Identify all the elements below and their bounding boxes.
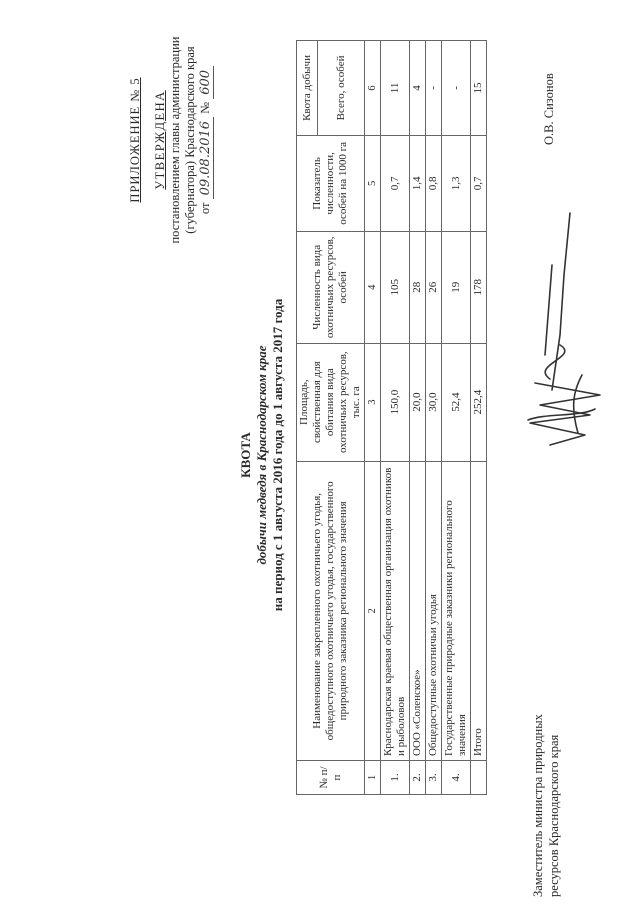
index-cell: 3 — [365, 343, 381, 461]
table-total-row — [471, 41, 487, 795]
cell-density: 0,8 — [426, 135, 442, 231]
cell-count: 105 — [381, 231, 410, 343]
handwritten-signature — [490, 175, 630, 475]
quota-table — [296, 40, 487, 795]
cell-no — [471, 761, 487, 795]
approval-block — [128, 15, 214, 265]
number-prefix: № — [198, 101, 212, 114]
cell-count: 26 — [426, 231, 442, 343]
table-index-row — [365, 41, 381, 795]
index-cell: 4 — [365, 231, 381, 343]
cell-quota: 15 — [471, 41, 487, 136]
cell-name: Краснодарская краевая общественная организация охотников и рыболовов — [381, 461, 410, 760]
cell-area: 52,4 — [442, 343, 471, 461]
approval-date-row — [198, 15, 214, 265]
table-row — [381, 41, 410, 795]
cell-quota: - — [442, 41, 471, 136]
cell-area: 30,0 — [426, 343, 442, 461]
header-quota-total: Всего, особей — [318, 41, 365, 136]
cell-name: ООО «Соленское» — [410, 461, 426, 760]
appendix-label: ПРИЛОЖЕНИЕ № 5 — [128, 77, 142, 203]
title-line-1: КВОТА — [238, 432, 253, 478]
header-count: Численность вида охотничьих ресурсов, особей — [297, 231, 365, 343]
cell-area: 20,0 — [410, 343, 426, 461]
cell-area: 150,0 — [381, 343, 410, 461]
title-line-3: на период с 1 августа 2016 года до 1 августа 2017 года — [270, 298, 285, 612]
approved-label: УТВЕРЖДЕНА — [153, 90, 167, 190]
title-line-2: добычи медведя в Краснодарском крае — [254, 345, 269, 565]
approval-line-1: постановлением главы администрации — [168, 36, 182, 244]
cell-count: 178 — [471, 231, 487, 343]
handwritten-date: 09.08.2016 — [198, 117, 214, 199]
header-density: Показатель численности, особей на 1000 га — [297, 135, 365, 231]
cell-name: Общедоступные охотничьи угодья — [426, 461, 442, 760]
cell-no: 3. — [426, 761, 442, 795]
signer-name: О.В. Сизонов — [542, 73, 556, 145]
cell-no: 2. — [410, 761, 426, 795]
table-header-row — [297, 41, 318, 795]
date-prefix: от — [198, 202, 212, 215]
cell-density: 1,3 — [442, 135, 471, 231]
cell-area: 252,4 — [471, 343, 487, 461]
cell-quota: 11 — [381, 41, 410, 136]
handwritten-number: 600 — [198, 66, 214, 99]
header-name: Наименование закрепленного охотничьего угодья, общедоступного охотничьего угодья, государственного природного заказника регионального значения — [297, 461, 365, 760]
table-row — [410, 41, 426, 795]
cell-density: 0,7 — [381, 135, 410, 231]
index-cell: 1 — [365, 761, 381, 795]
cell-density: 1,4 — [410, 135, 426, 231]
cell-no: 4. — [442, 761, 471, 795]
signer-position-line-2: ресурсов Краснодарского края — [547, 734, 561, 897]
index-cell: 6 — [365, 41, 381, 136]
cell-name: Государственные природные заказники регионального значения — [442, 461, 471, 760]
approval-line-2: (губернатора) Краснодарского края — [183, 46, 197, 234]
cell-count: 19 — [442, 231, 471, 343]
document-title — [238, 205, 286, 705]
cell-no: 1. — [381, 761, 410, 795]
header-no: № п/п — [297, 761, 365, 795]
signer-position-line-1: Заместитель министра природных — [531, 714, 545, 897]
index-cell: 5 — [365, 135, 381, 231]
table-row — [442, 41, 471, 795]
signer-position — [530, 714, 562, 897]
cell-name: Итого — [471, 461, 487, 760]
cell-density: 0,7 — [471, 135, 487, 231]
header-quota-group: Квота добычи — [297, 41, 318, 136]
cell-count: 28 — [410, 231, 426, 343]
table-row — [426, 41, 442, 795]
header-area: Площадь, свойственная для обитания вида охотничьих ресурсов, тыс. га — [297, 343, 365, 461]
index-cell: 2 — [365, 461, 381, 760]
cell-quota: - — [426, 41, 442, 136]
cell-quota: 4 — [410, 41, 426, 136]
